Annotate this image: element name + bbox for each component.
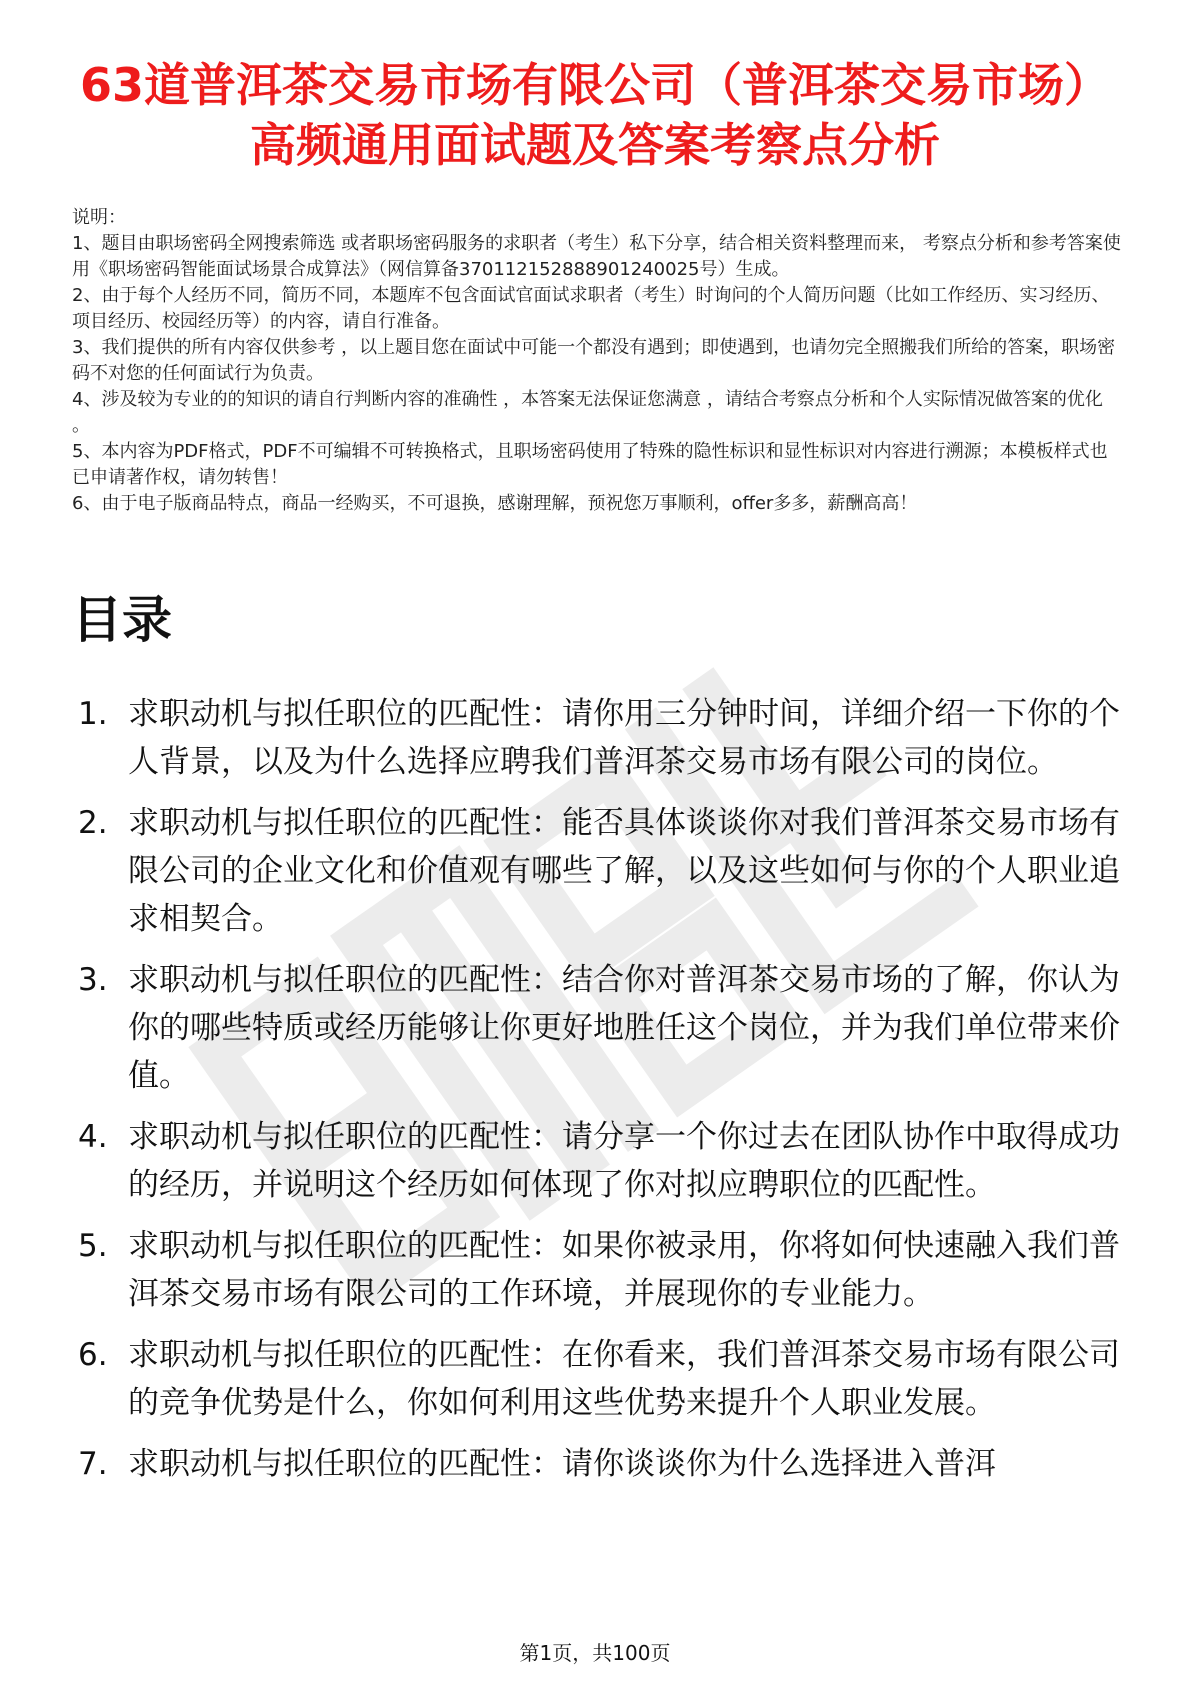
- note-item: 6、由于电子版商品特点，商品一经购买，不可退换，感谢理解，预祝您万事顺利，offer多多，薪酬高高！: [72, 493, 918, 514]
- document-title: 63道普洱茶交易市场有限公司（普洱茶交易市场）高频通用面试题及答案考察点分析: [79, 58, 1110, 172]
- toc-item-text: 求职动机与拟任职位的匹配性：在你看来，我们普洱茶交易市场有限公司的竞争优势是什么，你如何利用这些优势来提升个人职业发展。: [128, 1337, 1120, 1421]
- note-item: 3、我们提供的所有内容仅供参考 ，以上题目您在面试中可能一个都没有遇到；即使遇到，也请勿完全照搬我们所给的答案，职场密码不对您的任何面试行为负责。: [72, 337, 1116, 384]
- toc-item-number: 6.: [78, 1337, 108, 1373]
- toc-item-text: 求职动机与拟任职位的匹配性：请你谈谈你为什么选择进入普洱: [128, 1446, 996, 1482]
- toc-item-number: 1.: [78, 696, 108, 732]
- toc-item-number: 7.: [78, 1446, 108, 1482]
- toc-item-number: 4.: [78, 1119, 108, 1155]
- toc-item[interactable]: [72, 1113, 1122, 1209]
- toc-list: [72, 690, 1122, 1501]
- page-footer: 第1页，共100页: [519, 1641, 671, 1665]
- note-item: 1、题目由职场密码全网搜索筛选 或者职场密码服务的求职者（考生）私下分享，结合相关资料整理而来， 考察点分析和参考答案使用《职场密码智能面试场景合成算法》（网信算备370112152888901240025号）生成。: [72, 233, 1121, 280]
- toc-item[interactable]: [72, 1331, 1122, 1427]
- toc-item-number: 2.: [78, 805, 108, 841]
- toc-item-text: 求职动机与拟任职位的匹配性：请你用三分钟时间，详细介绍一下你的个人背景，以及为什么选择应聘我们普洱茶交易市场有限公司的岗位。: [128, 696, 1120, 780]
- notes-section: [72, 205, 1122, 517]
- notes-heading: 说明：: [72, 207, 126, 228]
- note-item: 2、由于每个人经历不同，简历不同，本题库不包含面试官面试求职者（考生）时询问的个人简历问题（比如工作经历、实习经历、项目经历、校园经历等）的内容，请自行准备。: [72, 285, 1110, 332]
- toc-heading: 目录: [72, 591, 172, 649]
- toc-item-text: 求职动机与拟任职位的匹配性：如果你被录用，你将如何快速融入我们普洱茶交易市场有限公司的工作环境，并展现你的专业能力。: [128, 1228, 1120, 1312]
- toc-item-text: 求职动机与拟任职位的匹配性：结合你对普洱茶交易市场的了解，你认为你的哪些特质或经历能够让你更好地胜任这个岗位，并为我们单位带来价值。: [128, 962, 1120, 1094]
- toc-item[interactable]: [72, 799, 1122, 943]
- toc-item[interactable]: [72, 690, 1122, 786]
- toc-item[interactable]: [72, 956, 1122, 1100]
- toc-item-text: 求职动机与拟任职位的匹配性：能否具体谈谈你对我们普洱茶交易市场有限公司的企业文化和价值观有哪些了解，以及这些如何与你的个人职业追求相契合。: [128, 805, 1120, 937]
- toc-item[interactable]: [72, 1440, 1122, 1488]
- toc-item-number: 3.: [78, 962, 108, 998]
- toc-item-text: 求职动机与拟任职位的匹配性：请分享一个你过去在团队协作中取得成功的经历，并说明这个经历如何体现了你对拟应聘职位的匹配性。: [128, 1119, 1120, 1203]
- toc-item-number: 5.: [78, 1228, 108, 1264]
- note-item: 5、本内容为PDF格式，PDF不可编辑不可转换格式，且职场密码使用了特殊的隐性标识和显性标识对内容进行溯源；本模板样式也已申请著作权，请勿转售！: [72, 441, 1108, 488]
- note-item: 4、涉及较为专业的的知识的请自行判断内容的准确性 ，本答案无法保证您满意 ，请结合考察点分析和个人实际情况做答案的优化 。: [72, 389, 1103, 436]
- toc-item[interactable]: [72, 1222, 1122, 1318]
